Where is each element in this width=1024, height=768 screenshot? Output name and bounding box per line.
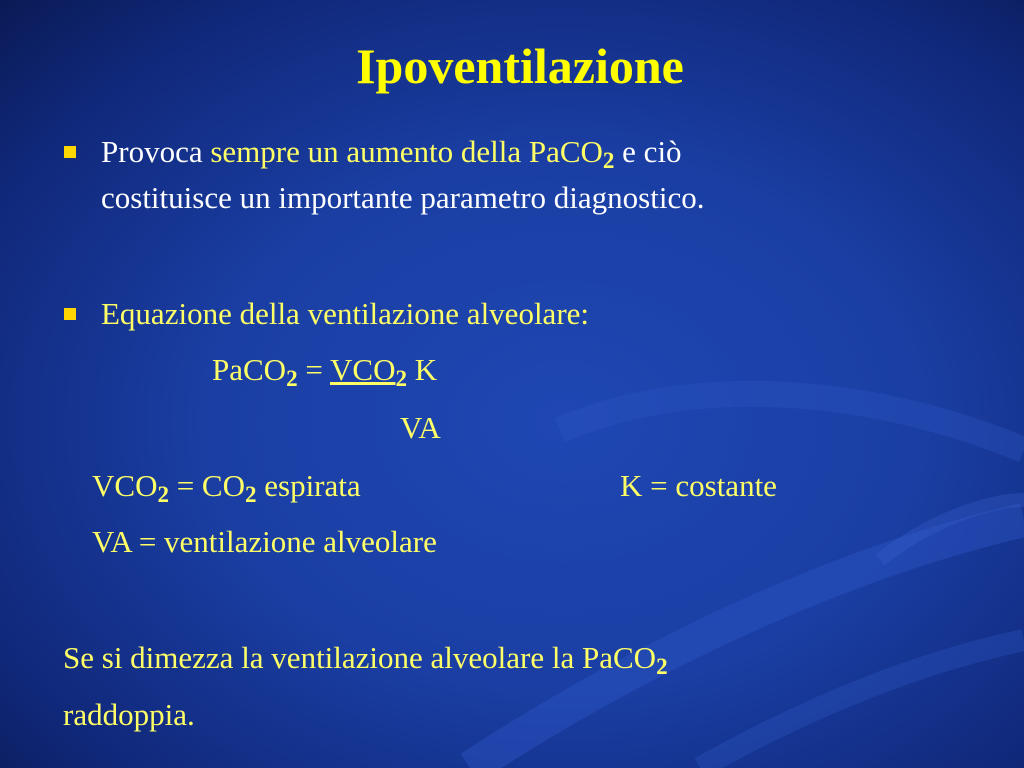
bullet1-part1: Provoca xyxy=(101,134,211,169)
equation-numerator xyxy=(330,352,407,391)
conclusion-subscript: 2 xyxy=(656,654,668,679)
equation-lhs: PaCO xyxy=(212,352,287,387)
bullet1-line2: costituisce un importante parametro diagnostico. xyxy=(101,180,705,215)
vco2-lhs: VCO xyxy=(92,468,158,503)
va-definition: VA = ventilazione alveolare xyxy=(92,524,437,559)
equation-line xyxy=(212,348,437,392)
vco2-mid-subscript: 2 xyxy=(245,482,257,507)
bullet1-line1 xyxy=(101,130,682,174)
conclusion-line1 xyxy=(63,636,668,680)
conclusion-text: Se si dimezza la ventilazione alveolare la PaCO xyxy=(63,640,657,675)
bullet2-text: Equazione della ventilazione alveolare: xyxy=(101,296,590,331)
vco2-lhs-subscript: 2 xyxy=(157,482,169,507)
vco2-definition xyxy=(92,464,361,508)
equation-constant: K xyxy=(406,352,438,387)
bullet1-part3: e ciò xyxy=(614,134,682,169)
equation-numerator-subscript: 2 xyxy=(395,366,407,391)
conclusion-line2: raddoppia. xyxy=(63,697,195,732)
slide-title: Ipoventilazione xyxy=(356,38,684,94)
k-definition: K = costante xyxy=(620,468,777,503)
equation-equals: = xyxy=(297,352,331,387)
equation-denominator: VA xyxy=(400,410,441,445)
vco2-rhs: espirata xyxy=(256,468,361,503)
bullet-square-icon xyxy=(64,146,76,158)
equation-lhs-subscript: 2 xyxy=(286,366,298,391)
vco2-mid: = CO xyxy=(168,468,245,503)
bullet1-highlight: sempre un aumento della PaCO xyxy=(210,134,603,169)
bullet-square-icon xyxy=(64,308,76,320)
bullet1-subscript: 2 xyxy=(602,148,615,173)
equation-numerator-text: VCO xyxy=(330,352,396,387)
